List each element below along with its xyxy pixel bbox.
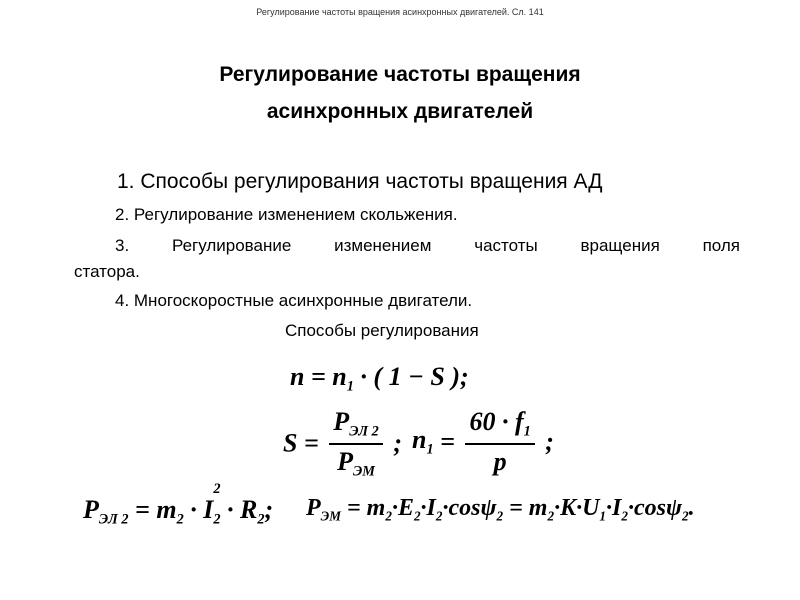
fraction-synchronous-speed: $\frac{60 \cdot f_1}{p}$ [465,407,534,477]
formula-rotation-speed: $n = n_1$ · ( 1 − S ); [290,362,469,395]
slide-title-line-2: асинхронных двигателей [266,100,534,123]
formula-slip: S = $\frac{P_{ЭЛ 2}}{P_{ЭМ}}$ ; [283,407,403,480]
slide-title-line-1: Регулирование частоты вращения [219,63,581,86]
formula-electrical-losses: $P_{ЭЛ 2} = m_2 \cdot I$ 2 $_2 \cdot R_2$; [83,481,274,528]
section-caption: Способы регулирования [285,321,479,340]
list-item-1: 1. Способы регулирования частоты вращения АД [117,170,603,193]
formula-synchronous-speed: $n_1$ = $\frac{60 \cdot f_1}{p}$ ; [412,407,554,476]
list-item-4: 4. Многоскоростные асинхронные двигатели. [115,291,473,310]
slide-header-note: Регулирование частоты вращения асинхронных двигателей. Сл. 141 [256,7,544,17]
list-item-2: 2. Регулирование изменением скольжения. [115,205,458,224]
fraction-slip: $\frac{P_{ЭЛ 2}}{P_{ЭМ}}$ [329,407,383,480]
list-item-3-continued: статора. [74,262,140,281]
formula-electromagnetic-power: $P_{ЭМ} = m_2\cdot E_2\cdot I_2\cdot\cos\psi_2 = m_2\cdot K\cdot U_1\cdot I_2\cdot\cos\psi_2$. [306,495,695,524]
list-item-3: 3. Регулирование изменением частоты вращения поля [115,236,740,255]
